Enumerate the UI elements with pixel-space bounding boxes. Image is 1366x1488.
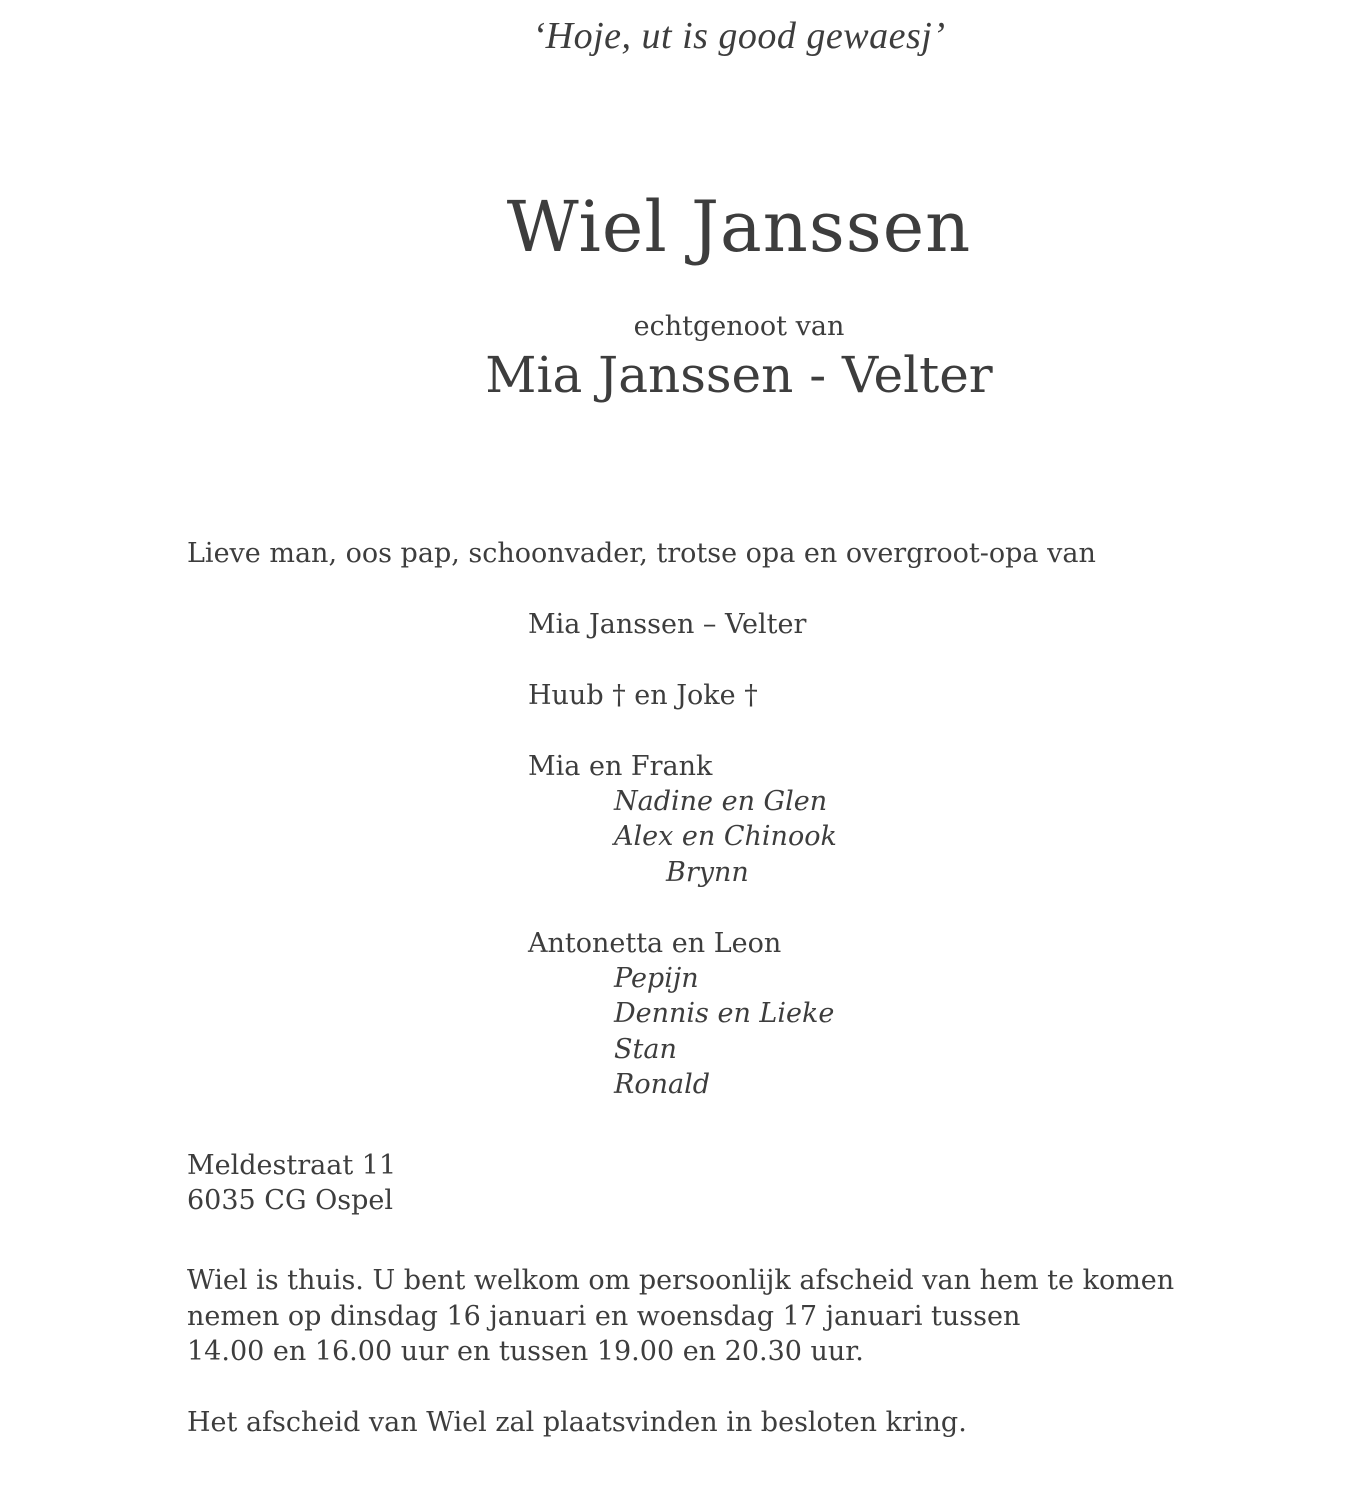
closing-notice: Het afscheid van Wiel zal plaatsvinden in besloten kring. [187,1407,967,1438]
grandchild-name: Dennis en Lieke [614,998,835,1029]
notice-line: nemen op dinsdag 16 januari en woensdag 17 januari tussen [187,1301,1021,1332]
address-city: 6035 CG Ospel [187,1185,393,1216]
grandchild-name: Ronald [614,1069,710,1100]
intro-text: Lieve man, oos pap, schoonvader, trotse opa en overgroot-opa van [187,538,1096,569]
motto: ‘Hoje, ut is good gewaesj’ [532,15,946,57]
spouse-label: echtgenoot van [633,311,845,342]
family-spouse: Mia Janssen – Velter [528,609,807,640]
grandchild-name: Pepijn [614,963,699,994]
spouse-name: Mia Janssen - Velter [485,346,993,404]
family-group-parents: Huub † en Joke † [528,680,758,711]
notice-line: 14.00 en 16.00 uur en tussen 19.00 en 20.30 uur. [187,1336,864,1367]
grandchild-name: Stan [614,1034,677,1065]
family-group-parents: Antonetta en Leon [528,928,782,959]
grandchild-name: Nadine en Glen [614,786,828,817]
grandchild-name: Alex en Chinook [614,821,837,852]
great-grandchild-name: Brynn [666,857,749,888]
family-group-parents: Mia en Frank [528,751,713,782]
notice-line: Wiel is thuis. U bent welkom om persoonlijk afscheid van hem te komen [187,1265,1175,1296]
address-street: Meldestraat 11 [187,1150,397,1181]
deceased-name: Wiel Janssen [506,186,972,268]
